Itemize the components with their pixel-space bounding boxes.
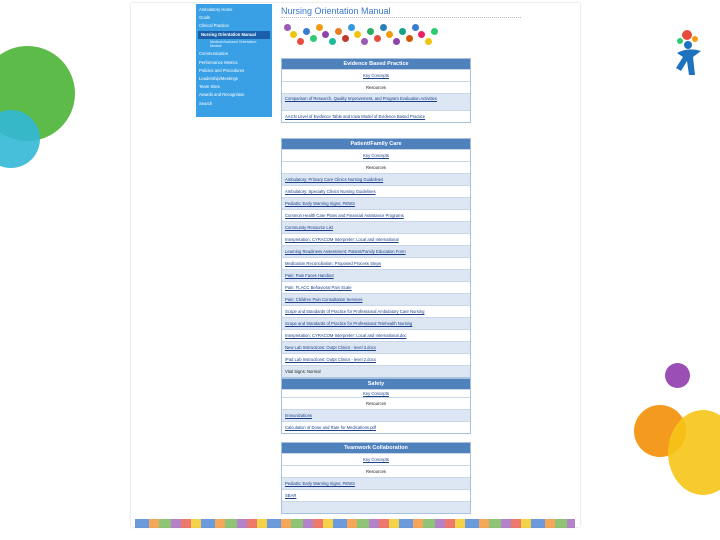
decorative-dot bbox=[284, 24, 291, 31]
decorative-dot bbox=[348, 24, 355, 31]
section-header: Safety bbox=[282, 379, 470, 389]
resource-link[interactable]: Pediatric Early Warning Signs: PEWS bbox=[282, 197, 470, 209]
resource-link[interactable]: New Lab Instructions: Outpt Clinics - level 3.docx bbox=[282, 341, 470, 353]
section-safety bbox=[281, 378, 471, 434]
sidebar-item-search[interactable]: Search bbox=[199, 100, 213, 106]
resource-link[interactable]: Calculation of Dose and Rate for Medications.pdf bbox=[282, 421, 470, 433]
decorative-footer-strip bbox=[135, 519, 575, 528]
resources-label: Resources bbox=[282, 397, 470, 409]
sidebar-item-nursing-orientation-manual[interactable]: Nursing Orientation Manual bbox=[198, 31, 270, 39]
resource-link[interactable]: Ambulatory: Specialty Clinics Nursing Guidelines bbox=[282, 185, 470, 197]
resource-link[interactable]: Scope and Standards of Practice for Professional Telehealth Nursing bbox=[282, 317, 470, 329]
decorative-dot bbox=[310, 35, 317, 42]
resource-link[interactable]: Common Health Care Plans and Financial Assistance Programs bbox=[282, 209, 470, 221]
decorative-dot bbox=[425, 38, 432, 45]
decorative-dot bbox=[412, 24, 419, 31]
decorative-dot bbox=[303, 28, 310, 35]
sidebar-item-medical-assistant-module[interactable]: Medical Assistant Orientation Module bbox=[210, 39, 257, 48]
resource-link[interactable]: Scope and Standards of Practice for Professional Ambulatory Care Nursing bbox=[282, 305, 470, 317]
resource-link[interactable]: Pediatric Early Warning Signs: PEWS bbox=[282, 477, 470, 489]
sidebar-item-communication[interactable]: Communication bbox=[199, 51, 229, 57]
decorative-dot bbox=[361, 38, 368, 45]
section-patient-family-care bbox=[281, 138, 471, 378]
sidebar-item-awards[interactable]: Awards and Recognition bbox=[199, 92, 245, 98]
resource-link[interactable]: AACN Level of Evidence Table and Iowa Model of Evidence Based Practice bbox=[282, 110, 470, 122]
section-header: Evidence Based Practice bbox=[282, 59, 470, 69]
sidebar-item-clinical-practice[interactable]: Clinical Practice bbox=[199, 23, 229, 29]
decorative-dot bbox=[329, 38, 336, 45]
decorative-dot bbox=[374, 35, 381, 42]
section-evidence-based-practice bbox=[281, 58, 471, 123]
resource-link[interactable]: Interpretation: CYRACOM Interpreter: Local and International bbox=[282, 233, 470, 245]
resource-link[interactable]: Medication Reconciliation: Proposed Process Steps bbox=[282, 257, 470, 269]
decorative-dot bbox=[342, 35, 349, 42]
decorative-dot bbox=[367, 28, 374, 35]
resource-link[interactable]: SBAR bbox=[282, 489, 470, 501]
resource-link[interactable]: Pain: Pain Faces Handout bbox=[282, 269, 470, 281]
resource-link[interactable]: Ambulatory: Primary Care Clinics Nursing Guidelines bbox=[282, 173, 470, 185]
decorative-circle-purple bbox=[665, 363, 690, 388]
resource-link[interactable]: Interpretation: CYRACOM Interpreter: Local and International.doc bbox=[282, 329, 470, 341]
decorative-dot bbox=[431, 28, 438, 35]
decorative-dot bbox=[316, 24, 323, 31]
resource-link[interactable]: Community Resource List bbox=[282, 221, 470, 233]
empty-row bbox=[282, 501, 470, 513]
resource-link[interactable]: Learning Readiness Assessment: Patient/Family Education Form bbox=[282, 245, 470, 257]
key-concepts-link[interactable]: Key Concepts bbox=[282, 69, 470, 81]
key-concepts-link[interactable]: Key Concepts bbox=[282, 149, 470, 161]
decorative-dot bbox=[406, 35, 413, 42]
key-concepts-link[interactable]: Key Concepts bbox=[282, 389, 470, 397]
sidebar-nav bbox=[196, 4, 272, 117]
logo-icon bbox=[671, 27, 707, 79]
decorative-dot bbox=[393, 38, 400, 45]
resource-link[interactable]: Pain: Children Pain Consultation Services bbox=[282, 293, 470, 305]
resources-label: Resources bbox=[282, 81, 470, 93]
resource-link[interactable]: Vital Signs: Normal bbox=[282, 365, 470, 377]
page-title: Nursing Orientation Manual bbox=[281, 6, 391, 16]
decorative-dot bbox=[297, 38, 304, 45]
sidebar-item-team-sites[interactable]: Team Sites bbox=[199, 84, 220, 90]
sidebar-item-performance-metrics[interactable]: Performance Metrics bbox=[199, 59, 238, 65]
section-header: Patient/Family Care bbox=[282, 139, 470, 149]
sidebar-item-goals[interactable]: Goals bbox=[199, 15, 210, 21]
decorative-dot bbox=[335, 28, 342, 35]
sidebar-item-ambulatory-home[interactable]: Ambulatory Home bbox=[199, 7, 233, 12]
resource-link[interactable]: Immunizations bbox=[282, 409, 470, 421]
decorative-dot bbox=[399, 28, 406, 35]
resource-link[interactable]: Comparison of Research, Quality Improvement, and Program Evaluation Activities bbox=[282, 93, 470, 110]
resource-link[interactable]: iPad Lab Instructions: Outpt Clinics - level 2.docx bbox=[282, 353, 470, 365]
sidebar-item-leadership[interactable]: Leadership/Meetings bbox=[199, 76, 238, 82]
resources-label: Resources bbox=[282, 465, 470, 477]
decorative-dot bbox=[380, 24, 387, 31]
title-divider bbox=[281, 17, 521, 18]
sidebar-item-policies[interactable]: Policies and Procedures bbox=[199, 67, 245, 73]
resource-link[interactable]: Pain: FLACC Behavioral Pain Scale bbox=[282, 281, 470, 293]
section-teamwork-collaboration bbox=[281, 442, 471, 514]
resources-label: Resources bbox=[282, 161, 470, 173]
key-concepts-link[interactable]: Key Concepts bbox=[282, 453, 470, 465]
section-header: Teamwork Collaboration bbox=[282, 443, 470, 453]
